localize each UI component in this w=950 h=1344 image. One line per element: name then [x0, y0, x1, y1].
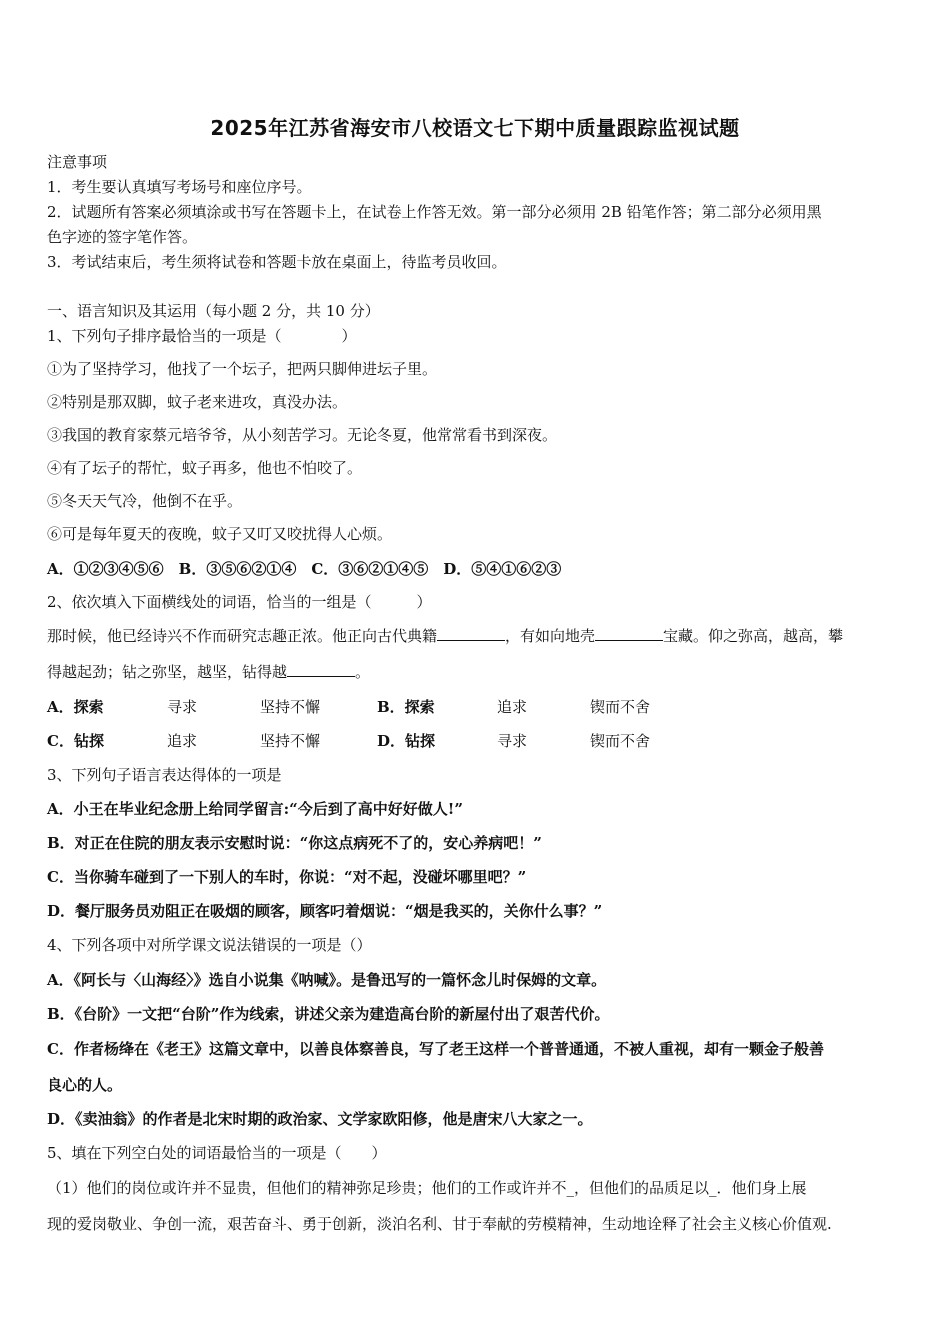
q4-option-a: A．《阿长与〈山海经〉》选自小说集《呐喊》。是鲁迅写的一篇怀念儿时保姆的文章。: [47, 971, 607, 989]
section-heading: 一、语言知识及其运用（每小题 2 分，共 10 分）: [47, 302, 380, 320]
q5-line-2: 现的爱岗敬业、争创一流，艰苦奋斗、勇于创新，淡泊名利、甘于奉献的劳模精神，生动地诠释了社会主义核心价值观.: [47, 1215, 832, 1233]
q3-option-b: B．对正在住院的朋友表示安慰时说：“你这点病死不了的，安心养病吧！”: [47, 834, 542, 852]
q5-line-1: （1）他们的岗位或许并不显贵，但他们的精神弥足珍贵；他们的工作或许并不_，但他们的品质足以_．他们身上展: [47, 1179, 807, 1197]
q4-option-c: C．作者杨绛在《老王》这篇文章中，以善良体察善良，写了老王这样一个普普通通，不被人重视，却有一颗金子般善: [47, 1040, 824, 1058]
q2-passage-line-2: [47, 662, 370, 682]
q2-passage-line-1: [47, 626, 843, 646]
q2-passage-part-e: 。: [355, 663, 371, 681]
q1-sentence-5: ⑤冬天天气冷，他倒不在乎。: [47, 492, 243, 510]
q3-option-c: C．当你骑车碰到了一下别人的车时，你说：“对不起，没碰坏哪里吧？”: [47, 868, 527, 886]
q1-sentence-1: ①为了坚持学习，他找了一个坛子，把两只脚伸进坛子里。: [47, 360, 438, 378]
q2-options-row-2: [47, 731, 907, 751]
q2-options-row-1: [47, 697, 907, 717]
q2-blank-3: [287, 662, 355, 677]
q2-blank-2: [595, 626, 663, 641]
q4-option-c-cont: 良心的人。: [47, 1076, 123, 1094]
q2-blank-1: [437, 626, 505, 641]
notice-heading: 注意事项: [47, 153, 108, 171]
notice-item-2: 2．试题所有答案必须填涂或书写在答题卡上，在试卷上作答无效。第一部分必须用 2B 铅笔作答；第二部分必须用黑: [47, 203, 822, 221]
q2-passage-part-d: 得越起劲；钻之弥坚，越坚，钻得越: [47, 663, 288, 681]
q3-stem: 3、下列句子语言表达得体的一项是: [47, 766, 282, 784]
exam-title: 2025年江苏省海安市八校语文七下期中质量跟踪监视试题: [210, 116, 740, 140]
q2-stem: 2、依次填入下面横线处的词语，恰当的一组是（ ）: [47, 593, 432, 611]
q2-option-d-word1: D．钻探: [377, 732, 436, 750]
q2-option-d-word3: 锲而不舍: [590, 732, 651, 750]
q2-option-c-word1: C．钻探: [47, 732, 104, 750]
q3-option-d: D．餐厅服务员劝阻正在吸烟的顾客，顾客叼着烟说：“烟是我买的，关你什么事？”: [47, 902, 603, 920]
q1-sentence-2: ②特别是那双脚，蚊子老来进攻，真没办法。: [47, 393, 348, 411]
q2-option-a-word2: 寻求: [167, 698, 198, 716]
q2-option-a-word3: 坚持不懈: [260, 698, 321, 716]
q1-sentence-3: ③我国的教育家蔡元培爷爷，从小刻苦学习。无论冬夏，他常常看书到深夜。: [47, 426, 558, 444]
q2-option-a-word1: A．探索: [47, 698, 104, 716]
q2-option-b-word1: B．探索: [377, 698, 435, 716]
notice-item-3: 3．考试结束后，考生须将试卷和答题卡放在桌面上，待监考员收回。: [47, 253, 507, 271]
q2-option-c-word3: 坚持不懈: [260, 732, 321, 750]
q3-option-a: A．小王在毕业纪念册上给同学留言:“今后到了高中好好做人!”: [47, 800, 464, 818]
q4-option-d: D．《卖油翁》的作者是北宋时期的政治家、文学家欧阳修，他是唐宋八大家之一。: [47, 1110, 593, 1128]
notice-item-1: 1．考生要认真填写考场号和座位序号。: [47, 178, 312, 196]
q2-option-b-word3: 锲而不舍: [590, 698, 651, 716]
q2-option-d-word2: 寻求: [497, 732, 528, 750]
q1-stem: 1、下列句子排序最恰当的一项是（ ）: [47, 327, 357, 345]
q2-option-b-word2: 追求: [497, 698, 528, 716]
q2-passage-part-a: 那时候，他已经诗兴不作而研究志趣正浓。他正向古代典籍: [47, 627, 438, 645]
q4-option-b: B．《台阶》一文把“台阶”作为线索，讲述父亲为建造高台阶的新屋付出了艰苦代价。: [47, 1005, 610, 1023]
q5-stem: 5、填在下列空白处的词语最恰当的一项是（ ）: [47, 1144, 387, 1162]
q2-option-c-word2: 追求: [167, 732, 198, 750]
q4-stem: 4、下列各项中对所学课文说法错误的一项是（）: [47, 936, 372, 954]
notice-item-2-cont: 色字迹的签字笔作答。: [47, 228, 198, 246]
q1-sentence-4: ④有了坛子的帮忙，蚊子再多，他也不怕咬了。: [47, 459, 363, 477]
q2-passage-part-b: ，有如向地壳: [505, 627, 596, 645]
q1-sentence-6: ⑥可是每年夏天的夜晚，蚊子又叮又咬扰得人心烦。: [47, 525, 393, 543]
q1-options: A．①②③④⑤⑥ B．③⑤⑥②①④ C．③⑥②①④⑤ D．⑤④①⑥②③: [47, 560, 562, 578]
q2-passage-part-c: 宝藏。仰之弥高，越高，攀: [663, 627, 844, 645]
